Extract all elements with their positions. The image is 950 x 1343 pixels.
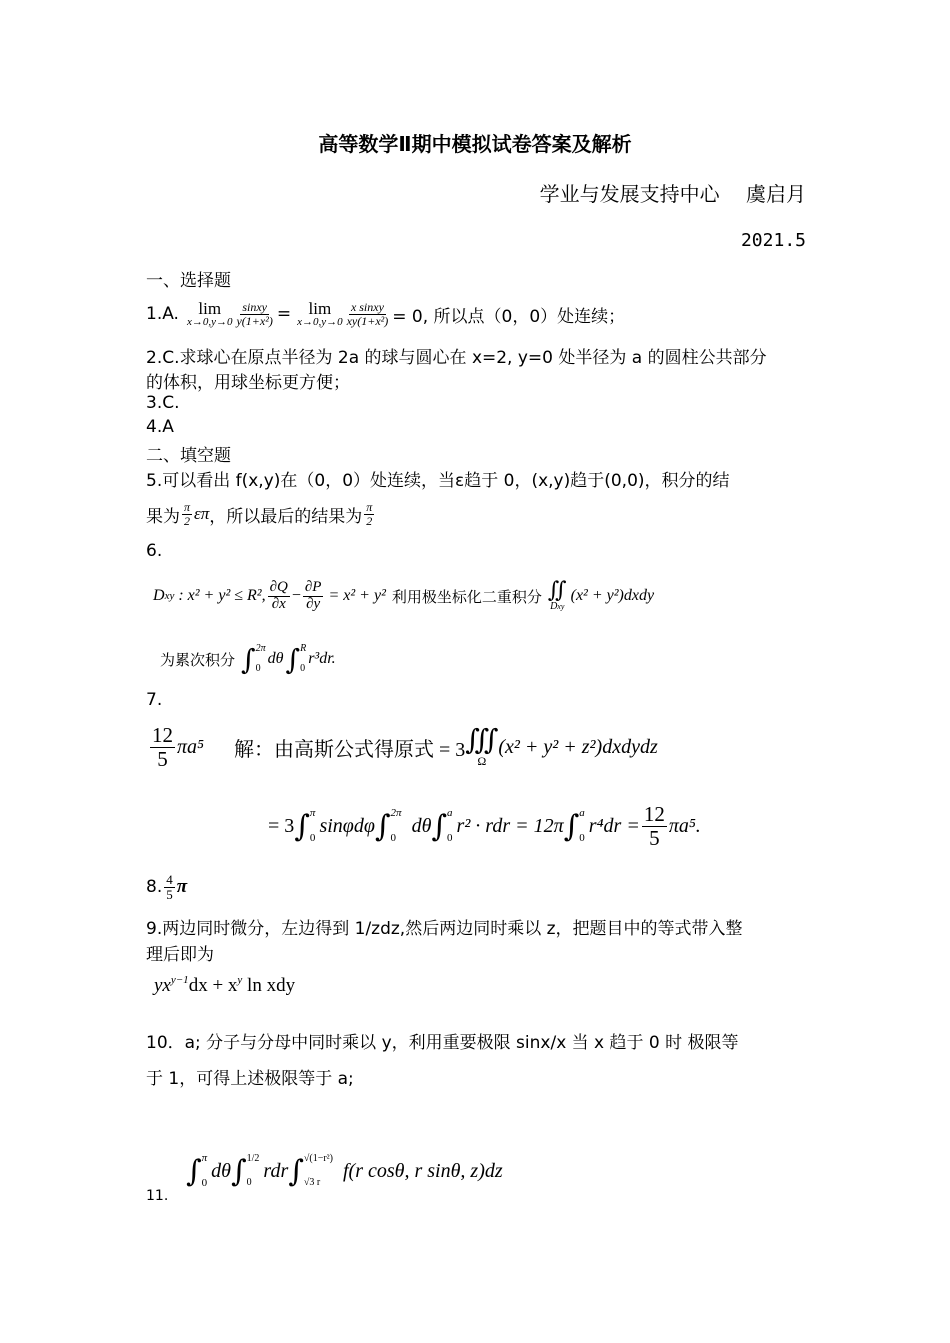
partial-q-over-x [268, 580, 290, 613]
domain-subscript: xy [164, 590, 175, 602]
integral-icon: ∫ [563, 808, 580, 844]
answer-4: 4.A [146, 417, 174, 437]
limit-word: lim [308, 299, 332, 318]
triple-integral-icon: ∭ [465, 725, 499, 756]
answer-6-formula-2 [160, 638, 336, 680]
fraction-denominator: ∂y [306, 595, 321, 612]
fraction-denominator: 5 [166, 886, 173, 902]
answer-6-formula-1 [153, 572, 654, 620]
answer-7-number: 7. [146, 690, 163, 710]
fraction-denominator: 2 [366, 513, 373, 528]
page-title: 高等数学Ⅱ期中模拟试卷答案及解析 [318, 132, 632, 156]
exponent-1: y−1 [170, 974, 189, 986]
fraction-pi-over-2-final [364, 501, 374, 527]
integral-icon: ∫ [294, 808, 310, 844]
section-choice-heading: 一、选择题 [146, 271, 231, 291]
limit-1 [187, 300, 233, 328]
limit-word: lim [198, 299, 222, 318]
integral-icon: ∫ [241, 642, 256, 676]
fraction-numerator: ∂P [304, 578, 322, 595]
upper-limit: R [300, 643, 307, 654]
author-line: 学业与发展支持中心 虞启月 [539, 182, 806, 206]
answer-6-number: 6. [146, 541, 163, 561]
sin-phi-dphi: sinφdφ [319, 814, 375, 837]
answer-3: 3.C. [146, 393, 180, 413]
fraction-numerator: 12 [152, 723, 173, 748]
dtheta: dθ [211, 1159, 231, 1182]
partial-p-over-y [303, 580, 324, 613]
lower-limit: 0 [309, 832, 316, 844]
answer-7-line-2 [268, 796, 701, 856]
answer-5-prefix: 果为 [146, 506, 180, 527]
domain-condition: : x² + y² ≤ R², [178, 587, 266, 604]
lower-limit: 0 [447, 832, 453, 844]
fraction-denominator: ∂x [271, 595, 286, 612]
integral-region: Ω [477, 754, 487, 768]
upper-limit: √(1−r²) [303, 1153, 333, 1164]
answer-1-number: 1.A. [146, 304, 179, 324]
upper-limit: π [309, 807, 316, 819]
answer-9-line-2: 理后即为 [146, 945, 214, 965]
upper-limit: 1/2 [246, 1153, 260, 1164]
answer-7-result: πa⁵ [177, 735, 204, 758]
answer-2-line-1: 2.C.求球心在原点半径为 2a 的球与圆心在 x=2, y=0 处半径为 a 的圆柱公共部分 [146, 348, 767, 368]
triple-integral-integrand: (x² + y² + z²)dxdydz [498, 735, 658, 758]
limit-condition: x→0,y→0 [186, 316, 233, 328]
fraction-1-numerator: sinxy [242, 299, 267, 314]
domain-symbol: D [153, 587, 165, 604]
lower-limit: 0 [255, 663, 261, 674]
answer-7-fraction [150, 724, 175, 769]
dtheta: dθ [267, 650, 284, 667]
double-integral-icon: ∬ [547, 578, 567, 603]
formula-term-2: dx + x [188, 975, 238, 996]
integral-icon: ∫ [285, 642, 301, 676]
answer-9-formula [154, 974, 295, 997]
fraction-denominator: 5 [157, 746, 168, 771]
epsilon-pi: επ [194, 504, 210, 523]
gauss-formula-text: 解：由高斯公式得原式 = 3 [233, 738, 466, 761]
integral-icon: ∫ [186, 1153, 202, 1189]
answer-8-number: 8. [146, 877, 163, 897]
r-squared-rdr: r² · rdr = 12π [456, 814, 564, 837]
dtheta: dθ [411, 814, 432, 837]
formula-term-3: ln xdy [242, 975, 296, 996]
fraction-denominator: 5 [649, 825, 660, 850]
fraction-1 [234, 301, 274, 327]
answer-1 [146, 296, 625, 332]
answer-11-number: 11. [146, 1188, 169, 1204]
fraction-numerator: π [184, 499, 191, 514]
equals-sign: = [276, 304, 292, 324]
answer-1-conclusion: = 0, 所以点（0，0）处连续； [392, 306, 626, 327]
r-cubed-dr: r³dr. [308, 650, 336, 667]
integral-icon: ∫ [374, 808, 391, 844]
answer-5-line-2 [146, 496, 376, 532]
answer-9-line-1: 9.两边同时微分，左边得到 1/zdz,然后两边同时乘以 z，把题目中的等式带入整 [146, 919, 743, 939]
upper-limit: a [579, 807, 585, 819]
fraction-2 [345, 301, 391, 327]
section-fill-heading: 二、填空题 [146, 446, 231, 466]
lower-limit: 0 [246, 1177, 252, 1188]
formula-term-1: yx [154, 975, 171, 996]
fraction-denominator: 2 [184, 513, 190, 528]
fraction-2-numerator: x sinxy [350, 299, 384, 314]
integral-icon: ∫ [431, 808, 448, 844]
upper-limit: π [201, 1152, 208, 1164]
final-fraction [642, 803, 667, 848]
fraction-pi-over-2 [182, 501, 192, 527]
lower-limit: 0 [201, 1177, 208, 1189]
answer-5-line-1: 5.可以看出 f(x,y)在（0，0）处连续，当ε趋于 0，(x,y)趋于(0,0)，积分的结 [146, 471, 730, 491]
answer-5-middle-text: ，所以最后的结果为 [209, 506, 363, 527]
date-line: 2021.5 [740, 230, 806, 251]
upper-limit: 2π [255, 643, 266, 654]
integral-icon: ∫ [288, 1153, 304, 1189]
fraction-numerator: 12 [643, 802, 665, 827]
pi-symbol: π [176, 876, 188, 897]
integrand-function: f(r cosθ, r sinθ, z)dz [343, 1159, 503, 1182]
iterated-integral-text: 为累次积分 [160, 650, 236, 669]
answer-7-line-1 [148, 716, 658, 778]
fraction-2-denominator: xy(1+x²) [346, 313, 389, 328]
answer-11-formula [186, 1140, 503, 1202]
fraction-numerator: 4 [166, 871, 173, 887]
double-integral [548, 580, 567, 612]
limit-condition: x→0,y→0 [297, 316, 343, 328]
four-fifths [164, 873, 175, 901]
upper-limit: 2π [390, 807, 402, 819]
exponent-2: y [237, 974, 243, 986]
minus-sign: − [291, 587, 301, 604]
polar-hint-text: 利用极坐标化二重积分 [391, 587, 542, 606]
fraction-numerator: π [366, 499, 373, 514]
r-fourth-dr: r⁴dr = [588, 814, 640, 837]
answer-10-line-1: 10．a; 分子与分母中同时乘以 y，利用重要极限 sinx/x 当 x 趋于 0 时 极限等 [146, 1033, 739, 1053]
integral-icon: ∫ [230, 1153, 247, 1189]
integral-domain: D [550, 601, 558, 612]
fraction-numerator: ∂Q [269, 578, 288, 595]
integral-domain-subscript: xy [557, 602, 565, 611]
answer-8 [146, 868, 187, 906]
answer-10-line-2: 于 1，可得上述极限等于 a; [146, 1069, 354, 1089]
triple-integral [465, 727, 498, 767]
answer-2-line-2: 的体积，用球坐标更方便； [146, 373, 350, 393]
double-integral-integrand: (x² + y²)dxdy [570, 587, 655, 604]
limit-2 [297, 300, 343, 328]
rdr: rdr [263, 1159, 289, 1182]
fraction-1-denominator: y(1+x²) [236, 313, 273, 328]
lower-limit: 0 [579, 832, 585, 844]
lower-limit: √3 r [303, 1177, 321, 1188]
coefficient-3: = 3 [268, 814, 295, 837]
rhs-expression: = x² + y² [328, 587, 386, 604]
upper-limit: a [447, 807, 453, 819]
lower-limit: 0 [390, 832, 397, 844]
final-result: πa⁵. [668, 814, 701, 837]
lower-limit: 0 [300, 663, 306, 674]
